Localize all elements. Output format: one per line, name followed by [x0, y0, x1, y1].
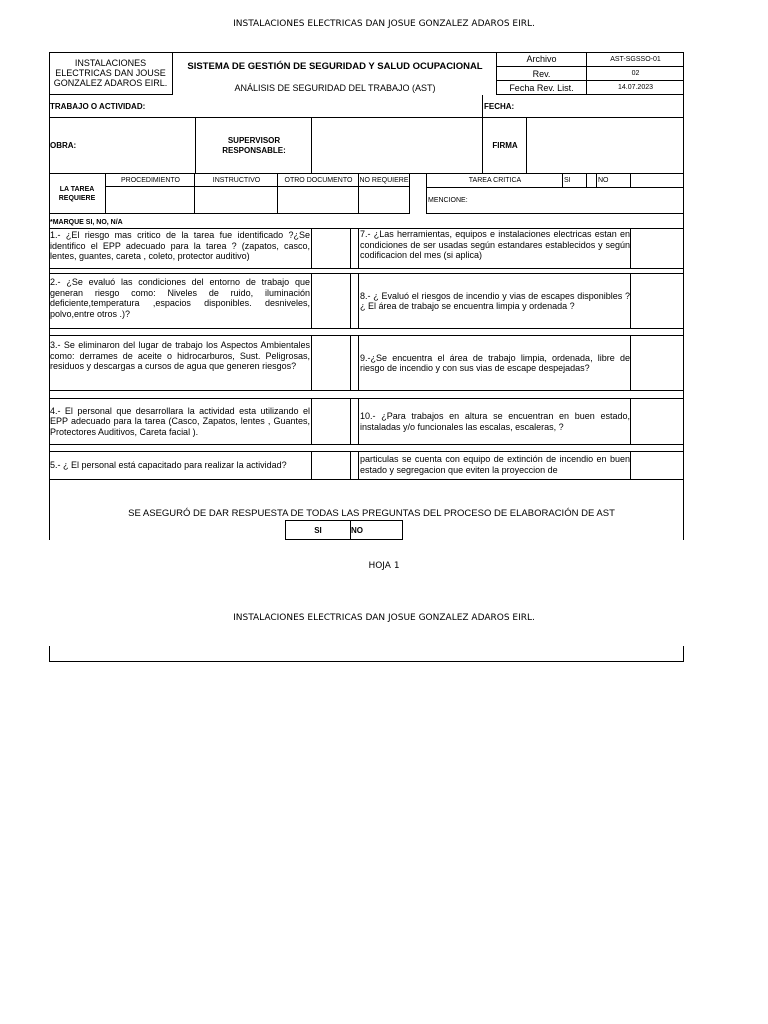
col-instructivo: INSTRUCTIVO [194, 174, 278, 187]
answer-box-9[interactable] [630, 335, 684, 391]
obra-label: OBRA: [49, 118, 195, 174]
assurance-si[interactable]: SI [285, 520, 351, 540]
rev-label: Rev. [496, 67, 587, 81]
archivo-value: AST-SGSSO-01 [587, 52, 684, 67]
supervisor-label: SUPERVISOR RESPONSABLE: [195, 118, 312, 174]
question-11: particulas se cuenta con equipo de extinción de incendio en buen estado y segregacion que eviten la proyeccion de [358, 451, 631, 480]
assurance-statement: SE ASEGURÓ DE DAR RESPUESTA DE TODAS LAS PREGUNTAS DEL PROCESO DE ELABORACIÓN DE AST [128, 507, 615, 519]
question-3: 3.- Se eliminaron del lugar de trabajo los Aspectos Ambientales como: derrames de aceite o hidrocarburos, Sust. Peligrosas, residuos y descargas a cursos de agua que generen riesgos? [50, 340, 310, 371]
company-box: INSTALACIONES ELECTRICAS DAN JOUSE GONZALEZ ADAROS EIRL. [49, 52, 173, 95]
fecha-label: FECHA: [482, 95, 684, 118]
question-4: 4.- El personal que desarrollara la actividad esta utilizando el EPP adecuado para la tarea (Casco, Zapatos, lentes , Guantes, Protectores Auditivos, Careta facial ). [50, 405, 310, 437]
tarea-critica-no[interactable]: NO [596, 174, 631, 188]
system-title: SISTEMA DE GESTIÓN DE SEGURIDAD Y SALUD OCUPACIONAL [187, 60, 483, 72]
answer-box-7[interactable] [630, 228, 684, 269]
mencione-field[interactable]: MENCIONE: [426, 188, 684, 214]
assurance-no[interactable]: NO [350, 520, 403, 540]
page2-frame [49, 646, 684, 662]
archivo-label: Archivo [496, 52, 587, 67]
check-instructivo[interactable] [194, 187, 278, 214]
col-otro-documento: OTRO DOCUMENTO [277, 174, 359, 187]
answer-box-8[interactable] [630, 273, 684, 329]
answer-box-10[interactable] [630, 398, 684, 445]
answer-box-11[interactable] [630, 451, 684, 480]
question-9: 9.-¿Se encuentra el área de trabajo limpia, ordenada, libre de riesgo de incendio y con sus vias de escape despejadas? [358, 335, 631, 391]
document-title: ANÁLISIS DE SEGURIDAD DEL TRABAJO (AST) [234, 82, 436, 93]
trabajo-label: TRABAJO O ACTIVIDAD: [49, 95, 482, 118]
question-2: 2.- ¿Se evaluó las condiciones del entorno de trabajo que generan riesgo como: Niveles de ruido, iluminación deficiente,temperatura ,espacios disponibles. desniveles, polvo,entre otros .)? [50, 277, 310, 319]
question-7: 7.- ¿Las herramientas, equipos e instalaciones electricas estan en condiciones de ser usadas según estandares establecidos y según codificacion del mes (si aplica) [358, 228, 631, 269]
sheet-label: HOJA 1 [368, 561, 400, 571]
rev-value: 02 [587, 67, 684, 81]
marque-instruction: *MARQUE SI, NO, N/A [50, 219, 123, 226]
answer-box-3[interactable] [311, 335, 351, 391]
check-procedimiento[interactable] [105, 187, 195, 214]
firma-field[interactable] [526, 118, 684, 174]
check-no-requiere[interactable] [358, 187, 410, 214]
fecha-rev-label: Fecha Rev. List. [496, 81, 587, 95]
tarea-critica-no-box[interactable] [630, 174, 684, 188]
tarea-requiere-label: LA TAREA REQUIERE [49, 174, 105, 214]
firma-label: FIRMA [482, 118, 527, 174]
question-5: 5.- ¿ El personal está capacitado para realizar la actividad? [50, 460, 287, 471]
page-top-title: INSTALACIONES ELECTRICAS DAN JOSUE GONZALEZ ADAROS EIRL. [233, 19, 535, 29]
question-10: 10.- ¿Para trabajos en altura se encuentran en buen estado, instaladas y/o funcionales las escalas, escaleras, ? [358, 398, 631, 445]
fecha-rev-value: 14.07.2023 [587, 81, 684, 95]
question-1: 1.- ¿El riesgo mas critico de la tarea fue identificado ?¿Se identifico el EPP adecuado para la tarea ? (zapatos, casco, lentes, guantes, careta , coleto, protector auditivo) [50, 230, 310, 261]
col-procedimiento: PROCEDIMIENTO [105, 174, 195, 187]
supervisor-field[interactable] [311, 118, 483, 174]
answer-box-1[interactable] [311, 228, 351, 269]
answer-box-2[interactable] [311, 273, 351, 329]
question-8: 8.- ¿ Evaluó el riesgos de incendio y vias de escapes disponibles ?¿ El área de trabajo se encuentra limpia y ordenada ? [358, 273, 631, 329]
tarea-critica-label: TAREA CRITICA [426, 174, 563, 188]
answer-box-4[interactable] [311, 398, 351, 445]
col-no-requiere: NO REQUIERE [358, 174, 410, 187]
answer-box-5[interactable] [311, 451, 351, 480]
page2-top-title: INSTALACIONES ELECTRICAS DAN JOSUE GONZALEZ ADAROS EIRL. [233, 613, 535, 623]
tarea-critica-si[interactable]: SI [562, 174, 587, 188]
check-otro-documento[interactable] [277, 187, 359, 214]
